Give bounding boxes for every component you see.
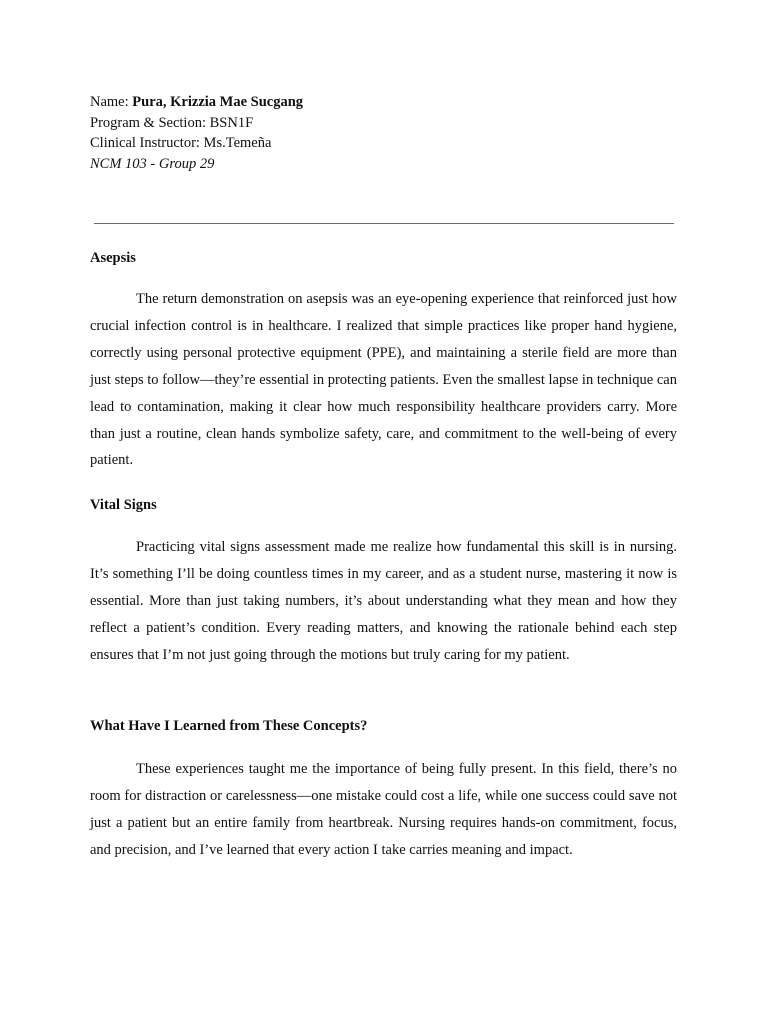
student-name-value: Pura, Krizzia Mae Sucgang: [132, 94, 304, 110]
section-paragraph-asepsis: The return demonstration on asepsis was an eye-opening experience that reinforced just how crucial infection control is in healthcare. I realized that simple practices like proper hand hygiene, correctly using personal protective equipment (PPE), and maintaining a sterile field are more than just steps to follow—they’re essential in protecting patients. Even the smallest lapse in technique can lead to contamination, making it clear how much responsibility healthcare providers carry. More than just a routine, clean hands symbolize safety, care, and commitment to the well-being of every patient.: [90, 291, 677, 469]
student-name-label: Name:: [90, 94, 133, 110]
student-info-header: [90, 92, 303, 174]
student-name-line: [90, 92, 303, 113]
program-section-line: Program & Section: BSN1F: [90, 114, 254, 131]
horizontal-divider: [94, 223, 674, 224]
section-heading-asepsis: Asepsis: [90, 250, 136, 266]
clinical-instructor-line: Clinical Instructor: Ms.Temeña: [90, 135, 272, 151]
section-paragraph-learnings: These experiences taught me the importance of being fully present. In this field, there’s no room for distraction or carelessness—one mistake could cost a life, while one success could save not just a patient but an entire family from heartbreak. Nursing requires hands-on commitment, focus, and precision, and I’ve learned that every action I take carries meaning and impact.: [90, 761, 677, 858]
section-heading-learnings: What Have I Learned from These Concepts?: [90, 718, 368, 734]
section-heading-vital-signs: Vital Signs: [90, 497, 157, 513]
course-group-line: NCM 103 - Group 29: [90, 155, 215, 172]
section-paragraph-vital-signs: Practicing vital signs assessment made me realize how fundamental this skill is in nursing. It’s something I’ll be doing countless times in my career, and as a student nurse, mastering it now is essential. More than just taking numbers, it’s about understanding what they mean and how they reflect a patient’s condition. Every reading matters, and knowing the rationale behind each step ensures that I’m not just going through the motions but truly caring for my patient.: [90, 539, 677, 663]
